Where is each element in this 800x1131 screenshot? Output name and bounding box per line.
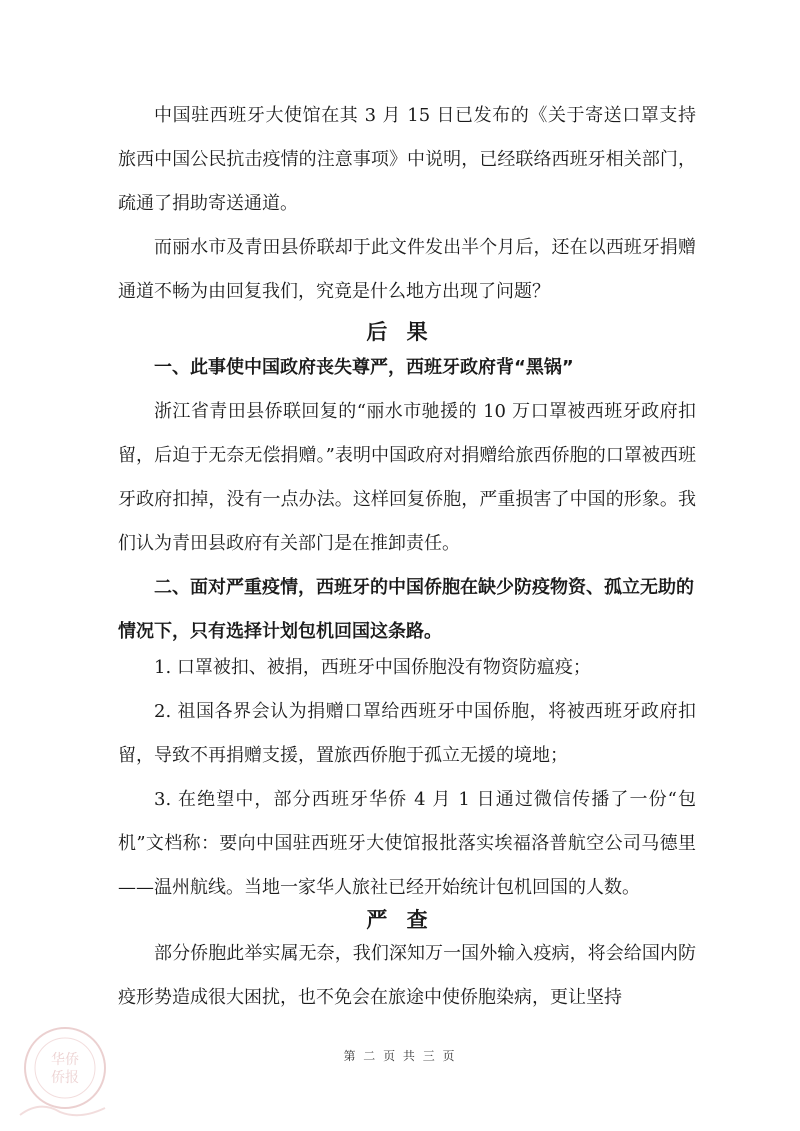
page-footer: 第 二 页 共 三 页 [343,1049,457,1063]
organization-seal [10,1020,120,1120]
paragraph-lishui-reply: 而丽水市及青田县侨联却于此文件发出半个月后，还在以西班牙捐赠通道不畅为由回复我们，究竟是什么地方出现了问题？ [118,237,696,302]
list-item-1: 1. 口罩被扣、被捐，西班牙中国侨胞没有物资防瘟疫； [154,657,591,678]
list-item-3: 3. 在绝望中，部分西班牙华侨 4 月 1 日通过微信传播了一份“包机”文档称：要向中国驻西班牙大使馆报批落实埃福洛普航空公司马德里——温州航线。当地一家华人旅社已经开始统计包机回国的人数。 [118,789,696,898]
list-item-2: 2. 祖国各界会认为捐赠口罩给西班牙中国侨胞，将被西班牙政府扣留，导致不再捐赠支援，置旅西侨胞于孤立无援的境地； [118,701,696,766]
heading-point-2: 二、面对严重疫情，西班牙的中国侨胞在缺少防疫物资、孤立无助的情况下，只有选择计划包机回国这条路。 [118,577,694,642]
paragraph-investigate: 部分侨胞此举实属无奈，我们深知万一国外输入疫病，将会给国内防疫形势造成很大困扰，也不免会在旅途中使侨胞染病，更让坚持 [118,943,696,1008]
heading-investigate: 严 查 [366,908,434,932]
heading-consequence: 后 果 [366,320,434,344]
svg-text:侨报: 侨报 [51,1070,79,1086]
heading-point-1: 一、此事使中国政府丧失尊严，西班牙政府背“黑锅” [154,357,574,378]
paragraph-qingtian-reply: 浙江省青田县侨联回复的“丽水市驰援的 10 万口罩被西班牙政府扣留，后迫于无奈无偿捐赠。”表明中国政府对捐赠给旅西侨胞的口罩被西班牙政府扣掉，没有一点办法。这样回复侨胞，严重损害了中国的形象。我们认为青田县政府有关部门是在推卸责任。 [118,401,696,554]
paragraph-embassy-notice: 中国驻西班牙大使馆在其 3 月 15 日已发布的《关于寄送口罩支持旅西中国公民抗击疫情的注意事项》中说明，已经联络西班牙相关部门，疏通了捐助寄送通道。 [118,105,696,214]
svg-text:华侨: 华侨 [51,1052,79,1068]
